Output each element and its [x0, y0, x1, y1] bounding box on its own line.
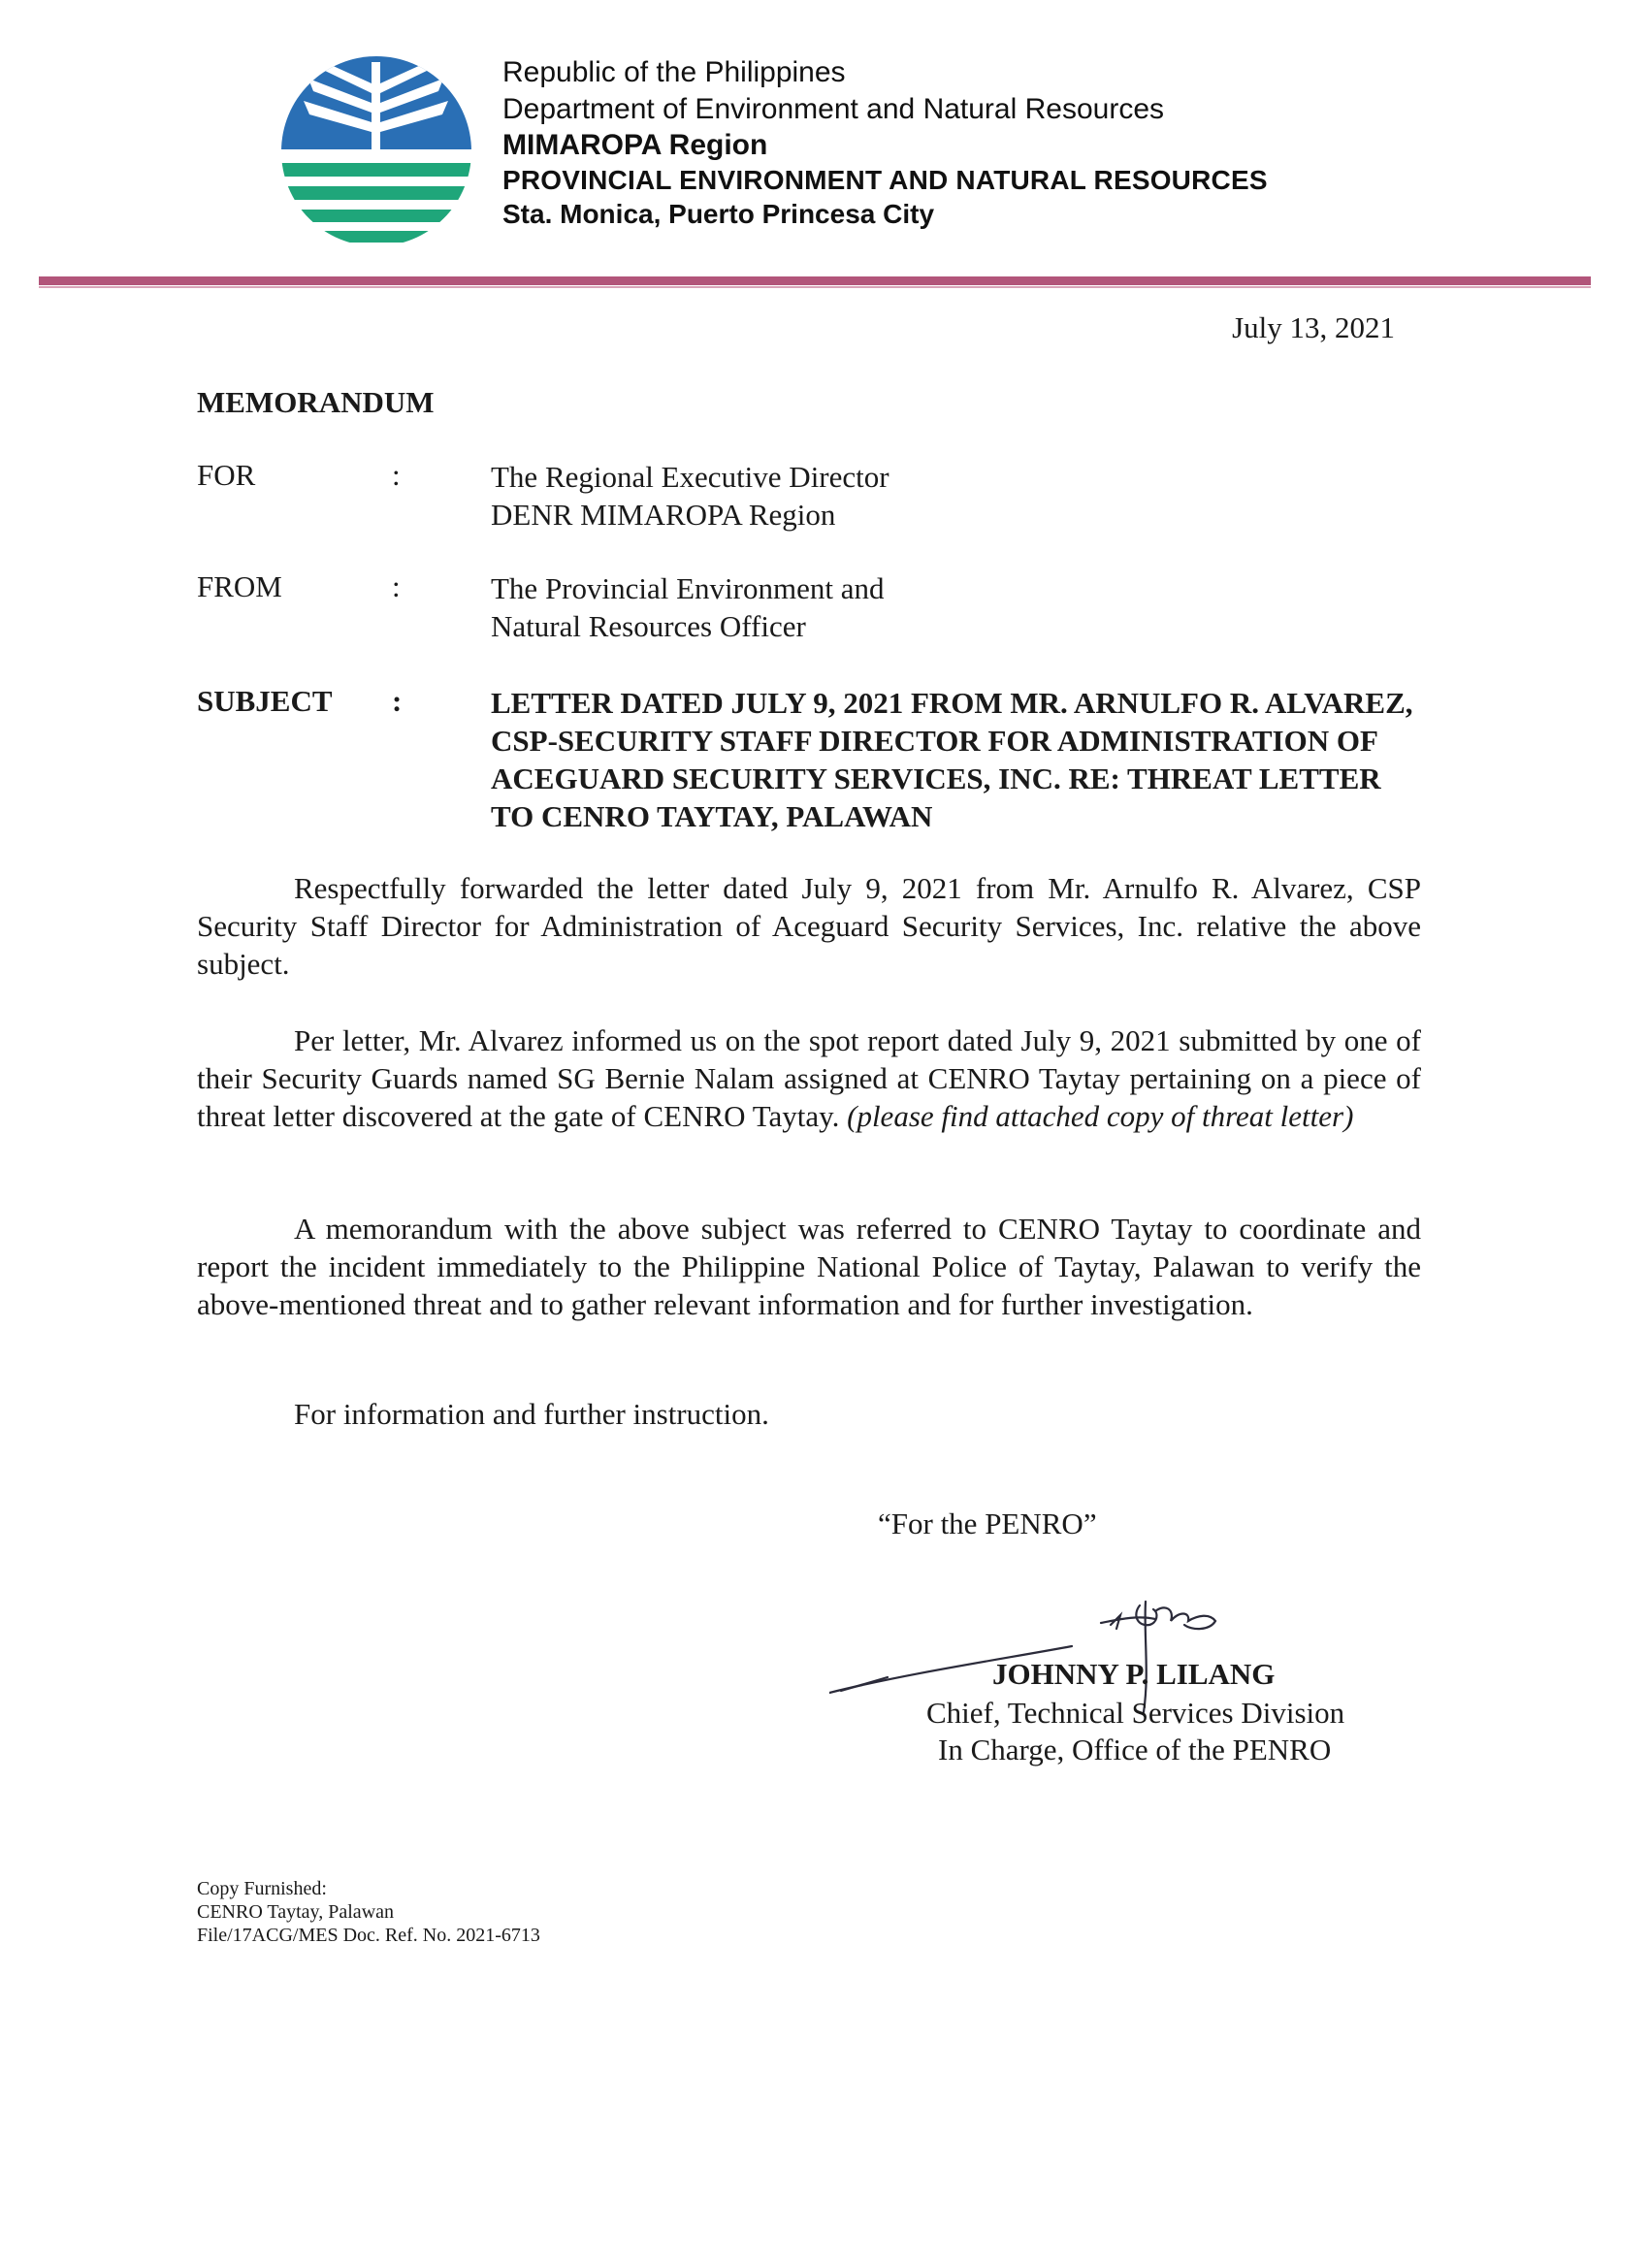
subject-colon: :: [392, 684, 403, 718]
body-paragraph-2-italic: (please find attached copy of threat letter): [847, 1099, 1354, 1133]
for-label: FOR: [197, 458, 256, 492]
from-line-2: Natural Resources Officer: [491, 609, 806, 643]
body-paragraph-2: [197, 1021, 1421, 1135]
signatory-title-1: Chief, Technical Services Division: [926, 1696, 1345, 1730]
copy-furnished-line-2: File/17ACG/MES Doc. Ref. No. 2021-6713: [197, 1925, 540, 1946]
from-line-1: The Provincial Environment and: [491, 571, 885, 605]
signatory-name: JOHNNY P. LILANG: [992, 1657, 1276, 1691]
memo-date: July 13, 2021: [1232, 310, 1395, 344]
body-paragraph-1: Respectfully forwarded the letter dated July 9, 2021 from Mr. Arnulfo R. Alvarez, CSP Security Staff Director for Administration of Aceguard Security Services, Inc. relative the above subject.: [197, 871, 1421, 981]
signatory-title-2: In Charge, Office of the PENRO: [938, 1733, 1332, 1766]
from-value: [491, 569, 884, 645]
denr-logo-icon: [275, 54, 478, 248]
letterhead-office: PROVINCIAL ENVIRONMENT AND NATURAL RESOURCES: [502, 165, 1268, 195]
body-paragraph-2-text: Per letter, Mr. Alvarez informed us on the spot report dated July 9, 2021 submitted by one of their Security Guards named SG Bernie Nalam assigned at CENRO Taytay pertaining on a piece of threat letter discovered at the gate of CENRO Taytay.: [197, 1023, 1421, 1133]
header-rule: [39, 276, 1591, 285]
header-rule-shadow: [39, 286, 1591, 288]
from-label: FROM: [197, 569, 282, 603]
subject-value: LETTER DATED JULY 9, 2021 FROM MR. ARNULFO R. ALVAREZ, CSP-SECURITY STAFF DIRECTOR FOR ADMINISTRATION OF ACEGUARD SECURITY SERVICES, INC. RE: THREAT LETTER TO CENRO TAYTAY, PALAWAN: [491, 686, 1413, 833]
memo-title: MEMORANDUM: [197, 385, 435, 419]
letterhead-department: Department of Environment and Natural Resources: [502, 93, 1165, 125]
subject-label: SUBJECT: [197, 684, 333, 718]
body-paragraph-3: A memorandum with the above subject was referred to CENRO Taytay to coordinate and report the incident immediately to the Philippine National Police of Taytay, Palawan to verify the above-mentioned threat and to gather relevant information and for further investigation.: [197, 1212, 1421, 1321]
letterhead-region: MIMAROPA Region: [502, 129, 768, 161]
letterhead-address: Sta. Monica, Puerto Princesa City: [502, 199, 935, 229]
for-value: [491, 458, 889, 534]
copy-furnished-line-1: CENRO Taytay, Palawan: [197, 1901, 395, 1923]
copy-furnished-heading: Copy Furnished:: [197, 1878, 327, 1899]
signatory-for-line: “For the PENRO”: [878, 1507, 1097, 1540]
for-line-1: The Regional Executive Director: [491, 460, 889, 494]
from-colon: :: [392, 569, 401, 603]
letterhead-republic: Republic of the Philippines: [502, 56, 846, 88]
for-colon: :: [392, 458, 401, 492]
denr-logo: [275, 54, 478, 248]
body-paragraph-4: For information and further instruction.: [294, 1397, 769, 1431]
for-line-2: DENR MIMAROPA Region: [491, 498, 836, 532]
